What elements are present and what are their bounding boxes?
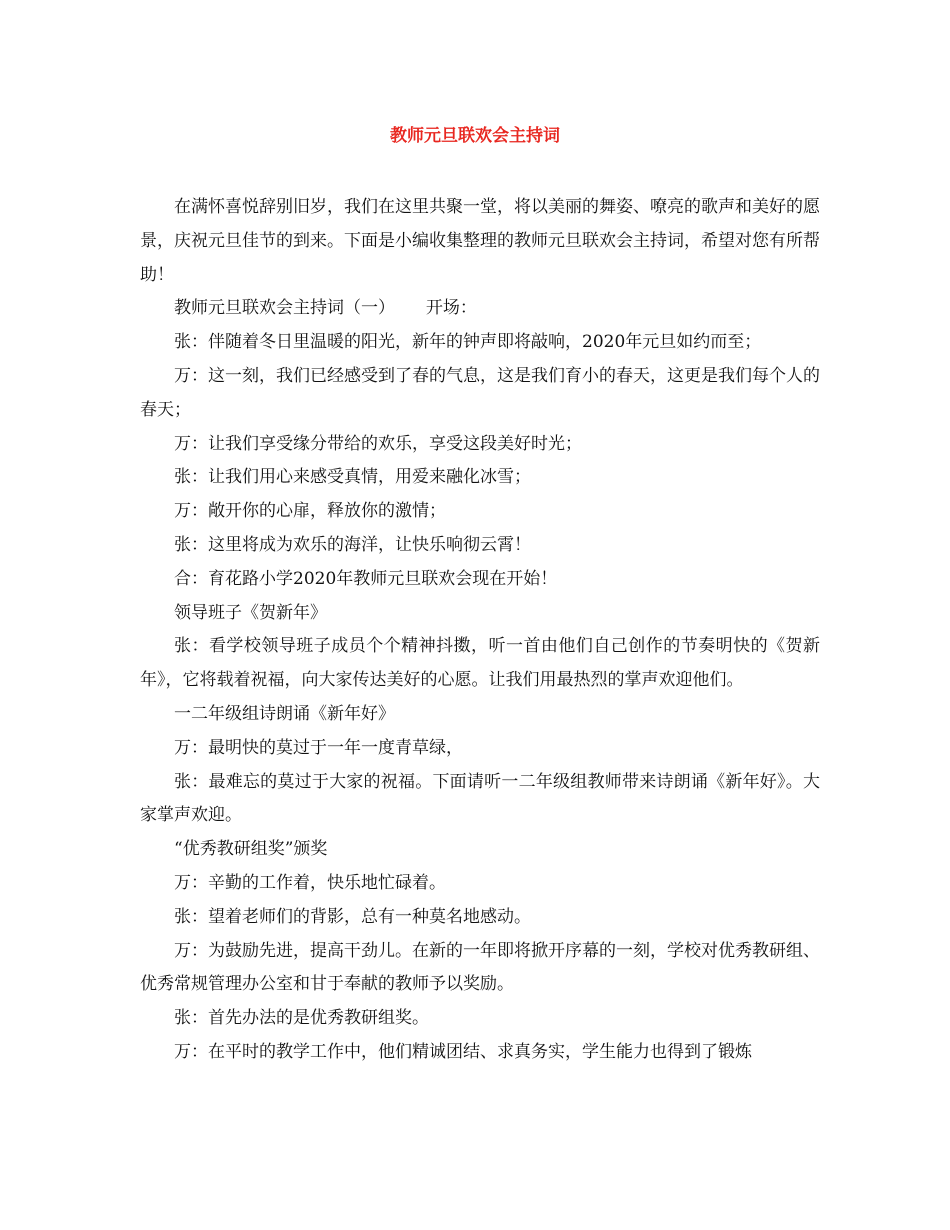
paragraph-19: 张：首先办法的是优秀教研组奖。	[174, 1008, 429, 1029]
paragraph-18: 万：为鼓励先进，提高干劲儿。在新的一年即将掀开序幕的一刻，学校对优秀教研组、优秀常规管理办公室和甘于奉献的教师予以奖励。	[140, 940, 820, 995]
paragraph-15: “优秀教研组奖”颁奖	[174, 839, 328, 860]
paragraph-13: 万：最明快的莫过于一年一度青草绿，	[174, 737, 463, 758]
paragraph-8: 张：这里将成为欢乐的海洋，让快乐响彻云霄！	[174, 534, 531, 555]
document-body	[140, 191, 820, 1070]
paragraph-20: 万：在平时的教学工作中，他们精诚团结、求真务实，学生能力也得到了锻炼	[174, 1041, 752, 1062]
paragraph-16: 万：辛勤的工作着，快乐地忙碌着。	[174, 872, 446, 893]
paragraph-5: 万：让我们享受缘分带给的欢乐，享受这段美好时光；	[174, 433, 582, 454]
paragraph-1: 在满怀喜悦辞别旧岁，我们在这里共聚一堂，将以美丽的舞姿、嘹亮的歌声和美好的愿景，庆祝元旦佳节的到来。下面是小编收集整理的教师元旦联欢会主持词，希望对您有所帮助！	[140, 197, 820, 285]
paragraph-6: 张：让我们用心来感受真情，用爱来融化冰雪；	[174, 467, 531, 488]
paragraph-2: 教师元旦联欢会主持词（一） 开场：	[174, 298, 477, 319]
paragraph-7: 万：敞开你的心扉，释放你的激情；	[174, 501, 446, 522]
paragraph-14: 张：最难忘的莫过于大家的祝福。下面请听一二年级组教师带来诗朗诵《新年好》。大家掌声欢迎。	[140, 771, 820, 826]
paragraph-10: 领导班子《贺新年》	[174, 602, 327, 623]
paragraph-9: 合：育花路小学2020年教师元旦联欢会现在开始！	[174, 568, 558, 589]
paragraph-3: 张：伴随着冬日里温暖的阳光，新年的钟声即将敲响，2020年元旦如约而至；	[174, 332, 762, 353]
document-title: 教师元旦联欢会主持词	[390, 126, 560, 146]
paragraph-4: 万：这一刻，我们已经感受到了春的气息，这是我们育小的春天，这更是我们每个人的春天；	[140, 365, 820, 420]
paragraph-11: 张：看学校领导班子成员个个精神抖擞，听一首由他们自己创作的节奏明快的《贺新年》，它将载着祝福，向大家传达美好的心愿。让我们用最热烈的掌声欢迎他们。	[140, 636, 820, 691]
paragraph-17: 张：望着老师们的背影，总有一种莫名地感动。	[174, 906, 531, 927]
paragraph-12: 一二年级组诗朗诵《新年好》	[174, 703, 395, 724]
